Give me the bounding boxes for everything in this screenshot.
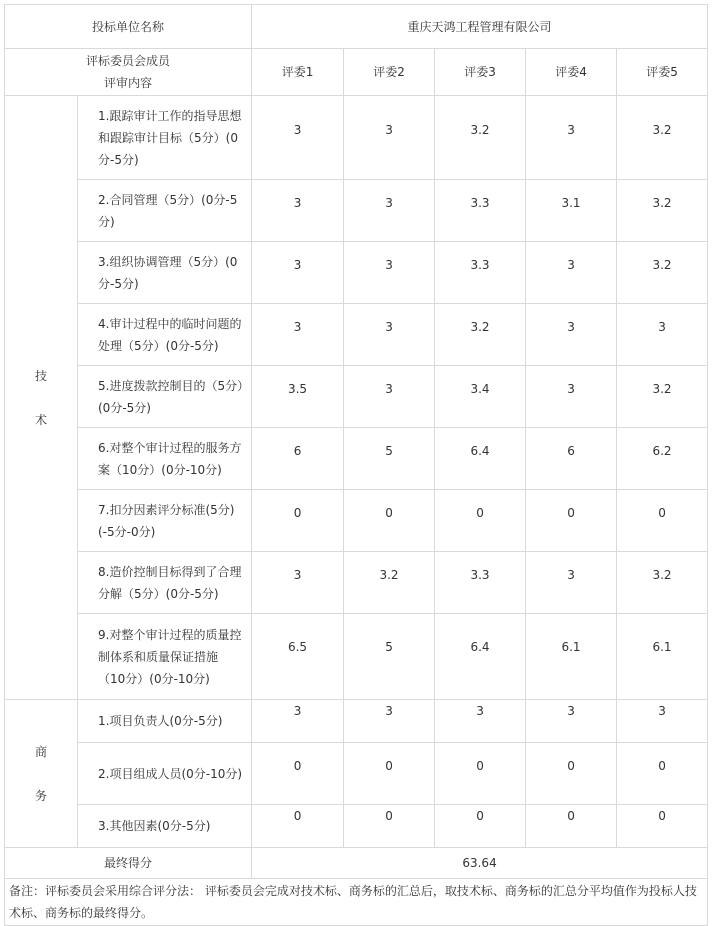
table-row: [5, 490, 708, 552]
score-cell: 0: [435, 805, 526, 848]
score-cell: 3: [252, 180, 344, 242]
score-cell: 0: [344, 743, 435, 805]
criterion-label: 7.扣分因素评分标准(5分)(-5分-0分): [78, 490, 252, 552]
score-cell: 3: [344, 180, 435, 242]
table-row: [5, 552, 708, 614]
category-char: 技: [34, 368, 47, 383]
score-cell: 3.2: [617, 96, 708, 180]
category-cell: [5, 96, 78, 700]
bidder-name: 重庆天鸿工程管理有限公司: [252, 5, 708, 49]
score-cell: 3.4: [435, 366, 526, 428]
score-cell: 3.2: [617, 242, 708, 304]
score-cell: 0: [252, 805, 344, 848]
score-cell: 3: [252, 242, 344, 304]
score-cell: 3: [344, 700, 435, 743]
score-cell: 0: [526, 743, 617, 805]
header-row-judges: [5, 49, 708, 96]
header-row-bidder: [5, 5, 708, 49]
criterion-label: 8.造价控制目标得到了合理分解（5分）(0分-5分): [78, 552, 252, 614]
criterion-label: 3.其他因素(0分-5分): [78, 805, 252, 848]
score-table: [4, 4, 708, 926]
content-label: [5, 49, 252, 96]
score-cell: 3.2: [617, 552, 708, 614]
criterion-label: 2.合同管理（5分）(0分-5分): [78, 180, 252, 242]
score-cell: 3: [526, 700, 617, 743]
criterion-label: 2.项目组成人员(0分-10分): [78, 743, 252, 805]
score-cell: 3: [617, 304, 708, 366]
content-label-line2: 评审内容: [104, 76, 153, 90]
score-cell: 0: [617, 743, 708, 805]
bidder-label: 投标单位名称: [5, 5, 252, 49]
score-cell: 3: [252, 700, 344, 743]
score-cell: 3: [617, 700, 708, 743]
score-cell: 0: [526, 805, 617, 848]
score-cell: 3: [344, 96, 435, 180]
score-cell: 6: [252, 428, 344, 490]
category-char: 务: [34, 788, 47, 803]
table-row: [5, 805, 708, 848]
score-cell: 6.2: [617, 428, 708, 490]
score-cell: 0: [344, 490, 435, 552]
table-row: [5, 366, 708, 428]
score-cell: 0: [344, 805, 435, 848]
score-cell: 5: [344, 428, 435, 490]
score-cell: 3.5: [252, 366, 344, 428]
score-cell: 3: [526, 96, 617, 180]
table-row: [5, 700, 708, 743]
judge-header: 评委4: [526, 49, 617, 96]
criterion-label: 6.对整个审计过程的服务方案（10分）(0分-10分): [78, 428, 252, 490]
final-score-row: [5, 848, 708, 879]
score-cell: 5: [344, 614, 435, 700]
score-cell: 3: [344, 242, 435, 304]
score-cell: 3.3: [435, 552, 526, 614]
table-row: [5, 428, 708, 490]
score-cell: 3.2: [435, 96, 526, 180]
score-cell: 0: [617, 490, 708, 552]
score-cell: 3.1: [526, 180, 617, 242]
score-cell: 0: [435, 490, 526, 552]
category-char: 术: [34, 412, 47, 427]
score-cell: 0: [252, 743, 344, 805]
score-cell: 3: [252, 552, 344, 614]
score-cell: 0: [435, 743, 526, 805]
score-cell: 6.1: [526, 614, 617, 700]
criterion-label: 9.对整个审计过程的质量控制体系和质量保证措施（10分）(0分-10分): [78, 614, 252, 700]
judge-header: 评委5: [617, 49, 708, 96]
score-cell: 3: [526, 552, 617, 614]
note-text: 备注：评标委员会采用综合评分法： 评标委员会完成对技术标、商务标的汇总后，取技术标、商务标的汇总分平均值作为投标人技术标、商务标的最终得分。: [5, 879, 708, 926]
score-cell: 6.5: [252, 614, 344, 700]
table-row: [5, 180, 708, 242]
final-score-label: 最终得分: [5, 848, 252, 879]
criterion-label: 1.项目负责人(0分-5分): [78, 700, 252, 743]
score-cell: 3.2: [617, 366, 708, 428]
score-cell: 3.3: [435, 180, 526, 242]
score-cell: 3.2: [617, 180, 708, 242]
score-cell: 0: [526, 490, 617, 552]
table-row: [5, 242, 708, 304]
content-label-line1: 评标委员会成员: [86, 54, 171, 68]
score-cell: 3.2: [435, 304, 526, 366]
score-cell: 6: [526, 428, 617, 490]
judge-header: 评委2: [344, 49, 435, 96]
score-cell: 3.3: [435, 242, 526, 304]
criterion-label: 5.进度拨款控制目的（5分）(0分-5分): [78, 366, 252, 428]
score-cell: 0: [252, 490, 344, 552]
score-cell: 3: [526, 366, 617, 428]
score-cell: 3: [435, 700, 526, 743]
score-cell: 6.1: [617, 614, 708, 700]
table-row: [5, 743, 708, 805]
score-cell: 3: [344, 304, 435, 366]
score-cell: 3: [252, 96, 344, 180]
criterion-label: 4.审计过程中的临时问题的处理（5分）(0分-5分): [78, 304, 252, 366]
score-cell: 3: [526, 304, 617, 366]
category-char: 商: [34, 744, 47, 759]
category-cell: [5, 700, 78, 848]
score-cell: 3: [252, 304, 344, 366]
final-score-value: 63.64: [252, 848, 708, 879]
score-cell: 3: [344, 366, 435, 428]
note-row: [5, 879, 708, 926]
table-row: [5, 614, 708, 700]
table-row: [5, 96, 708, 180]
score-cell: 6.4: [435, 428, 526, 490]
table-row: [5, 304, 708, 366]
criterion-label: 1.跟踪审计工作的指导思想和跟踪审计目标（5分）(0分-5分): [78, 96, 252, 180]
score-cell: 0: [617, 805, 708, 848]
score-cell: 3: [526, 242, 617, 304]
judge-header: 评委1: [252, 49, 344, 96]
score-cell: 6.4: [435, 614, 526, 700]
judge-header: 评委3: [435, 49, 526, 96]
criterion-label: 3.组织协调管理（5分）(0分-5分): [78, 242, 252, 304]
score-cell: 3.2: [344, 552, 435, 614]
